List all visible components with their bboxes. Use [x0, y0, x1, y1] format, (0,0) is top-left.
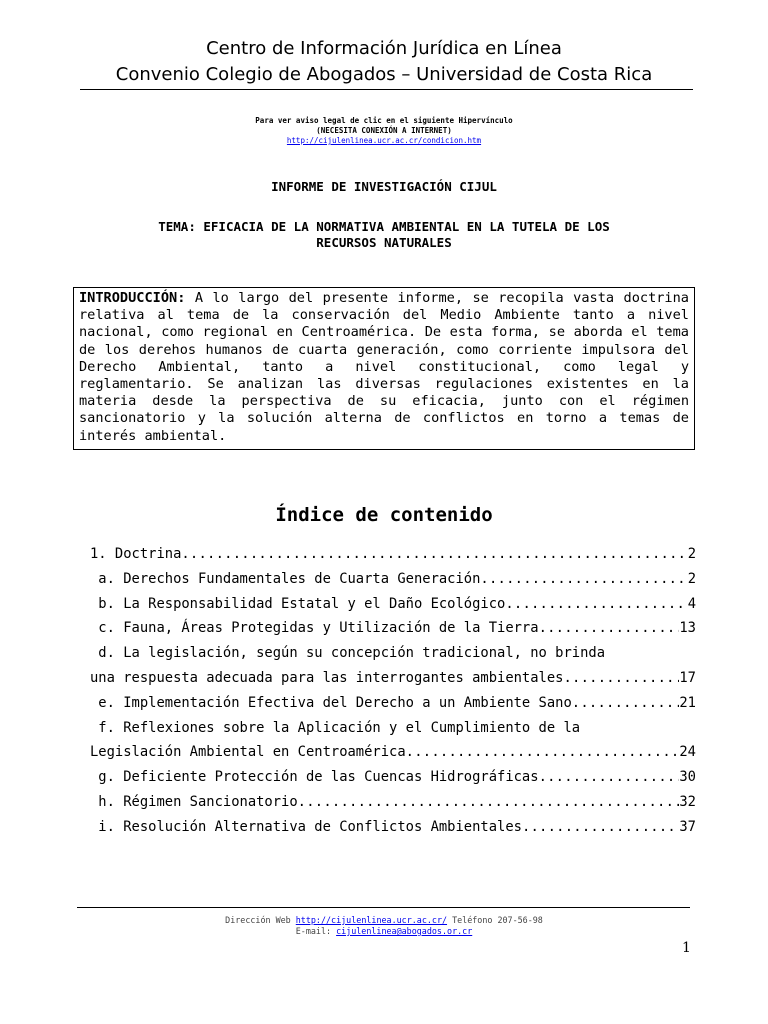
footer-divider [77, 907, 690, 908]
toc-entry-page: 37 [679, 818, 696, 835]
toc-entry-title: c. Fauna, Áreas Protegidas y Utilización de la Tierra [90, 620, 539, 637]
header-agreement: Convenio Colegio de Abogados – Universidad de Costa Rica [115, 64, 653, 85]
legal-notice-text: Para ver aviso legal de clic en el siguiente Hipervínculo [255, 116, 513, 125]
toc-leader [539, 765, 680, 790]
toc-entry-page: 4 [687, 595, 696, 612]
toc-entry-title: 1. Doctrina [90, 546, 182, 562]
toc-leader [563, 666, 679, 691]
toc-entry-page: 24 [679, 744, 696, 761]
page-footer [0, 915, 768, 937]
footer-phone: Teléfono 207-56-98 [452, 915, 543, 925]
legal-notice [0, 116, 768, 146]
toc-entry-title-first-line: d. La legislación, según su concepción tradicional, no brinda [90, 645, 605, 662]
toc-entry-title: i. Resolución Alternativa de Conflictos Ambientales [90, 818, 522, 835]
toc-entry[interactable] [90, 567, 696, 592]
toc-entry[interactable] [90, 716, 696, 766]
toc-heading: Índice de contenido [275, 504, 493, 526]
report-title: INFORME DE INVESTIGACIÓN CIJUL [271, 179, 497, 194]
toc-leader [181, 542, 687, 567]
toc-entry[interactable] [90, 765, 696, 790]
toc-entry-title: e. Implementación Efectiva del Derecho a un Ambiente Sano [90, 694, 572, 711]
toc-entry-page: 2 [687, 570, 696, 587]
footer-email-label: E-mail: [295, 926, 332, 936]
toc-entry[interactable] [90, 691, 696, 716]
introduction-text: A lo largo del presente informe, se recopila vasta doctrina relativa al tema de la conservación del Medio Ambiente tanto a nivel nacional, como regional en Centroamérica. De esta forma, se aborda el tema de los derehos humanos de cuarta generación, como corriente impulsora del Derecho Ambiental, tanto a nivel constitucional, como legal y reglamentario. Se analizan las diversas regulaciones existentes en la materia desde la perspectiva de su eficacia, junto con el régimen sancionatorio y la solución alterna de conflictos en torno a temas de interés ambiental. [79, 290, 689, 444]
toc-leader [522, 815, 679, 840]
report-topic [100, 219, 668, 251]
header-divider [80, 89, 693, 90]
toc-entry-title: una respuesta adecuada para las interrogantes ambientales [90, 669, 564, 686]
toc-entry-page: 30 [679, 769, 696, 786]
legal-notice-link[interactable]: http://cijulenlinea.ucr.ac.cr/condicion.htm [286, 136, 482, 145]
toc-leader [505, 592, 687, 617]
introduction-box [73, 287, 695, 450]
footer-email-link[interactable]: cijulenlinea@abogados.or.cr [336, 926, 473, 936]
toc-leader [539, 616, 680, 641]
toc-entry-title: b. La Responsabilidad Estatal y el Daño Ecológico [90, 595, 506, 612]
toc-entry-page: 32 [679, 793, 696, 810]
toc-leader [298, 790, 680, 815]
toc-entry-page: 13 [679, 620, 696, 637]
header-institution: Centro de Información Jurídica en Línea [206, 38, 562, 59]
toc-leader [480, 567, 687, 592]
toc-entry-title-first-line: f. Reflexiones sobre la Aplicación y el Cumplimiento de la [90, 719, 581, 736]
toc-entry-title: h. Régimen Sancionatorio [90, 793, 298, 810]
toc-entry-page: 21 [679, 694, 696, 711]
introduction-label: INTRODUCCIÓN: [79, 290, 186, 306]
table-of-contents [90, 542, 696, 840]
toc-entry[interactable] [90, 592, 696, 617]
page-header [0, 36, 768, 88]
topic-line-1: TEMA: EFICACIA DE LA NORMATIVA AMBIENTAL EN LA TUTELA DE LOS [158, 219, 610, 234]
page-number: 1 [682, 940, 691, 956]
footer-web-link[interactable]: http://cijulenlinea.ucr.ac.cr/ [295, 915, 448, 925]
toc-entry-title: Legislación Ambiental en Centroamérica [90, 744, 406, 761]
topic-line-2: RECURSOS NATURALES [316, 235, 452, 250]
toc-entry[interactable] [90, 542, 696, 567]
toc-entry[interactable] [90, 641, 696, 691]
footer-web-label: Dirección Web [225, 915, 291, 925]
toc-entry-page: 2 [687, 546, 696, 562]
toc-leader [406, 740, 680, 765]
toc-entry-page: 17 [679, 669, 696, 686]
legal-notice-connection: (NECESITA CONEXIÓN A INTERNET) [316, 126, 452, 135]
toc-entry[interactable] [90, 616, 696, 641]
toc-entry-title: a. Derechos Fundamentales de Cuarta Generación [90, 570, 481, 587]
toc-entry-title: g. Deficiente Protección de las Cuencas Hidrográficas [90, 769, 539, 786]
toc-entry[interactable] [90, 815, 696, 840]
toc-entry[interactable] [90, 790, 696, 815]
toc-leader [572, 691, 680, 716]
